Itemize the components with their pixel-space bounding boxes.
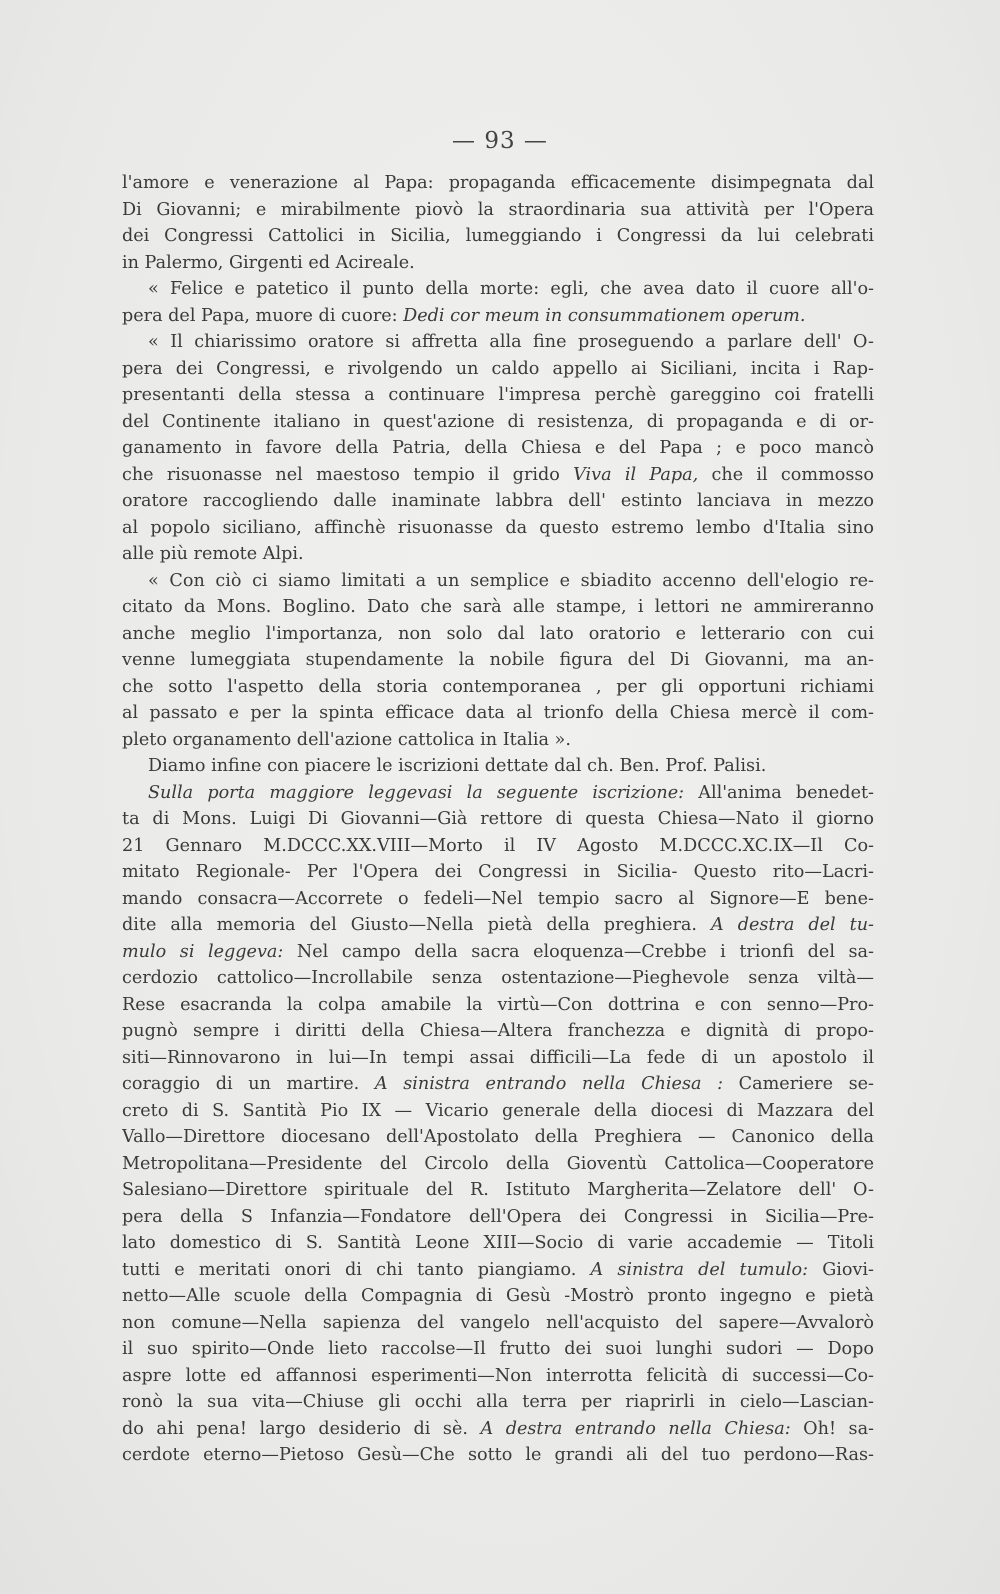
text-line <box>122 780 874 807</box>
italic-text-segment: A destra entrando nella Chiesa: <box>480 1418 791 1439</box>
italic-text-segment: Sulla porta maggiore leggevasi la seguente iscrizione: <box>148 782 685 803</box>
text-segment: Vallo—Direttore diocesano dell'Apostolato della Preghiera — Canonico della <box>122 1127 874 1147</box>
text-line <box>122 170 874 197</box>
text-line <box>122 1416 874 1443</box>
text-segment: Cameriere se- <box>723 1074 874 1094</box>
text-segment: Nel campo della sacra eloquenza—Crebbe i trionfi del sa- <box>283 941 874 962</box>
text-segment: aspre lotte ed affannosi esperimenti—Non interrotta felicità di successi—Co- <box>122 1365 874 1386</box>
text-segment: del Continente italiano in quest'azione di resistenza, di propaganda e di or- <box>122 411 874 432</box>
text-segment: Giovi- <box>808 1259 874 1280</box>
italic-text-segment: mulo si leggeva: <box>122 941 284 962</box>
text-segment: anche meglio l'importanza, non solo dal lato oratorio e letterario con cui <box>122 623 874 644</box>
text-segment: presentanti della stessa a continuare l'impresa perchè gareggino coi fratelli <box>122 385 874 405</box>
text-line <box>122 356 874 383</box>
text-segment: che sotto l'aspetto della storia contemporanea , per gli opportuni richiami <box>122 676 874 697</box>
text-line <box>122 1230 874 1257</box>
text-line <box>122 197 874 224</box>
text-segment: « Felice e patetico il punto della morte: egli, che avea dato il cuore all'o- <box>148 279 874 299</box>
text-segment: « Il chiarissimo oratore si affretta alla fine proseguendo a parlare dell' O- <box>148 332 874 352</box>
text-line <box>122 1098 874 1125</box>
text-line <box>122 1310 874 1337</box>
text-line <box>122 674 874 701</box>
text-line <box>122 541 874 568</box>
text-segment: ganamento in favore della Patria, della Chiesa e del Papa ; e poco mancò <box>122 438 874 458</box>
text-segment: pera del Papa, muore di cuore: <box>122 305 404 326</box>
italic-text-segment: Viva il Papa, <box>573 464 699 485</box>
page-number: — 93 — <box>452 128 548 154</box>
text-line <box>122 1151 874 1178</box>
text-line <box>122 568 874 595</box>
text-segment: in Palermo, Girgenti ed Acireale. <box>122 252 415 273</box>
text-line <box>122 382 874 409</box>
text-line <box>122 833 874 860</box>
text-line <box>122 647 874 674</box>
text-line <box>122 806 874 833</box>
text-segment: netto—Alle scuole della Compagnia di Gesù -Mostrò pronto ingegno e pietà <box>122 1286 874 1306</box>
text-line <box>122 939 874 966</box>
text-segment: Salesiano—Direttore spirituale del R. Istituto Margherita—Zelatore dell' O- <box>122 1180 874 1200</box>
italic-text-segment: A destra del tu- <box>711 915 874 935</box>
text-line <box>122 1389 874 1416</box>
text-segment: creto di S. Santità Pio IX — Vicario generale della diocesi di Mazzara del <box>122 1100 874 1121</box>
text-segment: All'anima benedet- <box>684 782 874 803</box>
text-line <box>122 1363 874 1390</box>
text-line <box>122 1071 874 1098</box>
text-line <box>122 303 874 330</box>
text-segment: non comune—Nella sapienza del vangelo nell'acquisto del sapere—Avvalorò <box>122 1312 874 1333</box>
text-segment: alle più remote Alpi. <box>122 544 304 564</box>
text-segment: Rese esacranda la colpa amabile la virtù—Con dottrina e con senno—Pro- <box>122 994 874 1015</box>
text-segment: pugnò sempre i diritti della Chiesa—Altera franchezza e dignità di propo- <box>122 1021 874 1041</box>
italic-text-segment: A sinistra entrando nella Chiesa : <box>374 1074 724 1094</box>
text-line <box>122 1204 874 1231</box>
text-segment: coraggio di un martire. <box>122 1074 375 1094</box>
text-segment: ta di Mons. Luigi Di Giovanni—Già rettore di questa Chiesa—Nato il giorno <box>122 809 874 829</box>
text-line <box>122 409 874 436</box>
text-segment: il suo spirito—Onde lieto raccolse—Il frutto dei suoi lunghi sudori — Dopo <box>122 1339 874 1359</box>
text-segment: pera dei Congressi, e rivolgendo un caldo appello ai Siciliani, incita i Rap- <box>122 358 874 379</box>
text-segment: « Con ciò ci siamo limitati a un semplice e sbiadito accenno dell'elogio re- <box>148 570 874 591</box>
text-line <box>122 859 874 886</box>
text-segment: tutti e meritati onori di chi tanto piangiamo. <box>122 1259 591 1280</box>
text-line <box>122 1124 874 1151</box>
text-line <box>122 886 874 913</box>
text-segment: ronò la sua vita—Chiuse gli occhi alla terra per riaprirli in cielo—Lascian- <box>122 1392 874 1412</box>
text-line <box>122 1283 874 1310</box>
text-line <box>122 1018 874 1045</box>
body-text <box>122 170 874 1469</box>
text-segment: 21 Gennaro M.DCCC.XX.VIII—Morto il IV Agosto M.DCCC.XC.IX—Il Co- <box>122 835 874 856</box>
text-line <box>122 250 874 277</box>
text-segment: siti—Rinnovarono in lui—In tempi assai difficili—La fede di un apostolo il <box>122 1047 874 1068</box>
text-line <box>122 992 874 1019</box>
text-line <box>122 912 874 939</box>
text-line <box>122 223 874 250</box>
text-line <box>122 1177 874 1204</box>
text-segment: Metropolitana—Presidente del Circolo della Gioventù Cattolica—Cooperatore <box>122 1153 874 1174</box>
text-line <box>122 1045 874 1072</box>
text-segment: al passato e per la spinta efficace data al trionfo della Chiesa mercè il com- <box>122 703 874 723</box>
text-segment: mitato Regionale- Per l'Opera dei Congressi in Sicilia- Questo rito—Lacri- <box>122 862 874 882</box>
text-segment: che il commosso <box>698 464 874 485</box>
text-line <box>122 727 874 754</box>
text-line <box>122 594 874 621</box>
text-line <box>122 515 874 542</box>
text-segment: mando consacra—Accorrete o fedeli—Nel tempio sacro al Signore—E bene- <box>122 888 874 909</box>
text-segment: venne lumeggiata stupendamente la nobile figura del Di Giovanni, ma an- <box>122 650 874 670</box>
text-segment: al popolo siciliano, affinchè risuonasse da questo estremo lembo d'Italia sino <box>122 517 874 538</box>
italic-text-segment: Dedi cor meum in consummationem operum. <box>403 305 806 326</box>
text-line <box>122 965 874 992</box>
text-line <box>122 753 874 780</box>
text-line <box>122 462 874 489</box>
text-line <box>122 329 874 356</box>
text-segment: Diamo infine con piacere le iscrizioni dettate dal ch. Ben. Prof. Palisi. <box>148 756 767 776</box>
text-segment: do ahi pena! largo desiderio di sè. <box>122 1418 481 1439</box>
text-segment: lato domestico di S. Santità Leone XIII—Socio di varie accademie — Titoli <box>122 1233 874 1253</box>
text-segment: cerdozio cattolico—Incrollabile senza ostentazione—Pieghevole senza viltà— <box>122 968 874 988</box>
italic-text-segment: A sinistra del tumulo: <box>590 1259 809 1280</box>
text-line <box>122 435 874 462</box>
text-line <box>122 1442 874 1469</box>
text-line <box>122 621 874 648</box>
text-segment: Di Giovanni; e mirabilmente piovò la straordinaria sua attività per l'Opera <box>122 199 874 220</box>
text-line <box>122 488 874 515</box>
text-line <box>122 1257 874 1284</box>
text-line <box>122 1336 874 1363</box>
text-segment: dei Congressi Cattolici in Sicilia, lumeggiando i Congressi da lui celebrati <box>122 226 874 246</box>
text-segment: oratore raccogliendo dalle inaminate labbra dell' estinto lanciava in mezzo <box>122 491 874 511</box>
text-segment: l'amore e venerazione al Papa: propaganda efficacemente disimpegnata dal <box>122 173 874 193</box>
text-line <box>122 276 874 303</box>
text-segment: Oh! sa- <box>790 1418 874 1439</box>
text-segment: dite alla memoria del Giusto—Nella pietà della preghiera. <box>122 915 712 935</box>
text-segment: pera della S Infanzia—Fondatore dell'Opera dei Congressi in Sicilia—Pre- <box>122 1206 874 1227</box>
text-segment: pleto organamento dell'azione cattolica in Italia ». <box>122 729 571 750</box>
text-segment: cerdote eterno—Pietoso Gesù—Che sotto le grandi ali del tuo perdono—Ras- <box>122 1445 874 1465</box>
text-line <box>122 700 874 727</box>
text-segment: citato da Mons. Boglino. Dato che sarà alle stampe, i lettori ne ammireranno <box>122 597 874 617</box>
text-segment: che risuonasse nel maestoso tempio il grido <box>122 464 574 485</box>
